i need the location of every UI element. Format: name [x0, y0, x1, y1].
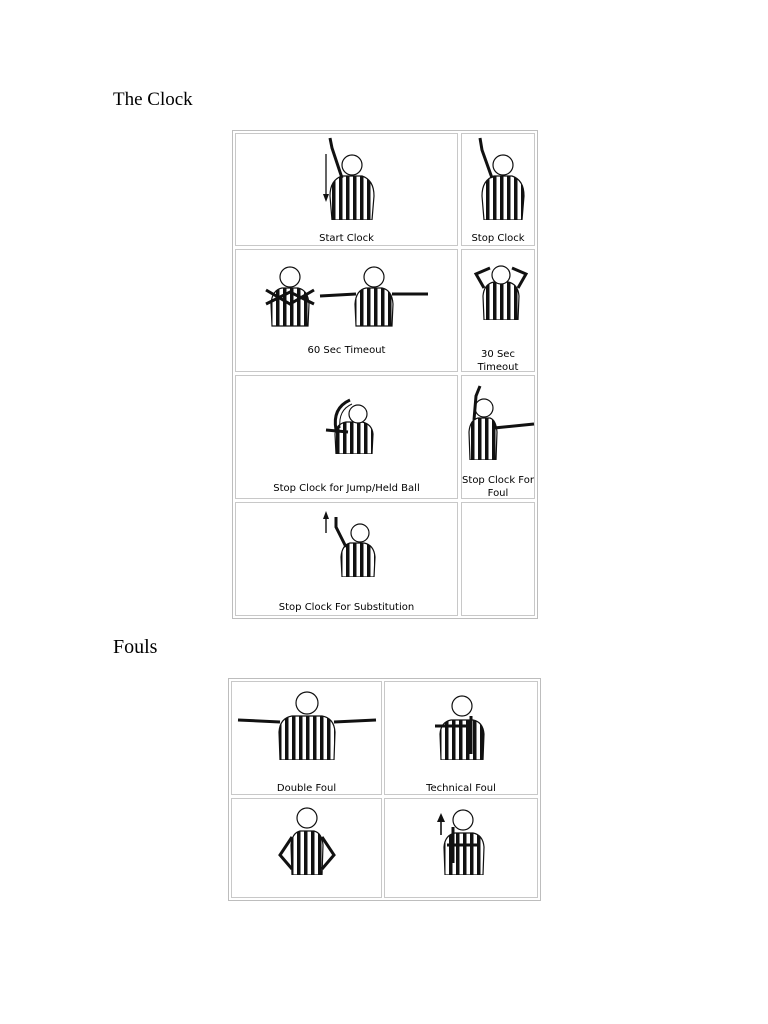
- referee-jump-ball-icon: [322, 398, 378, 454]
- caption-stop-clock: Stop Clock: [471, 233, 525, 244]
- caption-stop-clock-substitution: Stop Clock For Substitution: [278, 602, 415, 613]
- cell-hand-signal: [384, 798, 538, 898]
- caption-double-foul: Double Foul: [276, 783, 337, 794]
- referee-stop-clock-icon: [472, 136, 528, 220]
- cell-hands-on-hips: [231, 798, 382, 898]
- section-title-the-clock: The Clock: [113, 89, 193, 110]
- cell-stop-clock-substitution: [235, 502, 458, 616]
- cell-technical-foul: [384, 681, 538, 795]
- cell-double-foul: [231, 681, 382, 795]
- referee-60-sec-timeout-icon: [262, 264, 432, 328]
- referee-hand-signal-icon: [435, 805, 491, 875]
- caption-technical-foul: Technical Foul: [426, 783, 496, 794]
- cell-start-clock: [235, 133, 458, 246]
- cell-stop-clock: [461, 133, 535, 246]
- referee-technical-foul-icon: [431, 690, 493, 760]
- referee-hands-on-hips-icon: [276, 805, 338, 875]
- cell-60-sec-timeout: [235, 249, 458, 372]
- cell-30-sec-timeout: [461, 249, 535, 372]
- caption-jump-held-ball: Stop Clock for Jump/Held Ball: [273, 483, 420, 494]
- caption-30-sec-timeout: 30 Sec Timeout: [477, 349, 519, 373]
- referee-start-clock-icon: [318, 136, 380, 220]
- fouls-signals-table: [228, 678, 541, 901]
- cell-stop-clock-foul: [461, 375, 535, 499]
- referee-foul-icon: [464, 382, 536, 460]
- cell-jump-held-ball: [235, 375, 458, 499]
- referee-substitution-icon: [318, 511, 380, 577]
- cell-empty: [461, 502, 535, 616]
- referee-30-sec-timeout-icon: [472, 264, 528, 320]
- caption-stop-clock-foul: Stop Clock For Foul: [462, 475, 534, 499]
- caption-start-clock: Start Clock: [319, 233, 374, 244]
- caption-60-sec-timeout: 60 Sec Timeout: [307, 345, 386, 356]
- clock-signals-table: [232, 130, 538, 619]
- referee-double-foul-icon: [236, 688, 378, 760]
- section-title-fouls: Fouls: [113, 636, 158, 658]
